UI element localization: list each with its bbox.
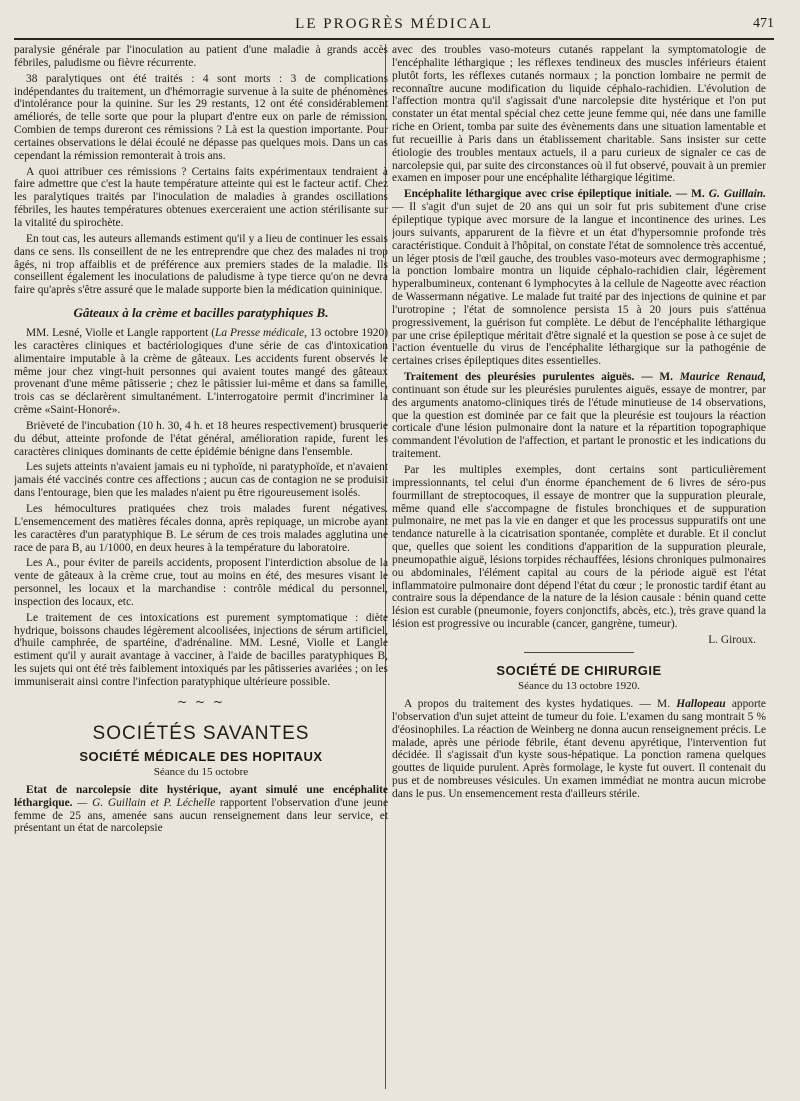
journal-title: LE PROGRÈS MÉDICAL (295, 16, 493, 32)
text-run: rapportent l'observation d'une jeune femme de 25 ans, amenée sans aucun renseignement dans leur service, et présentant un état de narcolepsie (14, 796, 388, 835)
authors: Hallopeau (676, 697, 726, 710)
society-name: SOCIÉTÉ MÉDICALE DES HOPITAUX (79, 748, 323, 764)
left-column (14, 44, 388, 1094)
society-name: SOCIÉTÉ DE CHIRURGIE (496, 662, 662, 678)
signature: L. Giroux. (708, 633, 756, 646)
article-title: A propos du traitement des kystes hydatiques. — M. (404, 697, 677, 710)
article-title: Etat de narcolepsie dite hystérique, ayant simulé une encéphalite léthargique. (14, 783, 388, 809)
paragraph: A quoi attribuer ces rémissions ? Certains faits expérimentaux tendraient à faire admettre que c'est la haute température atteinte qui est le facteur actif. Chez les paralytiques traités par l'inoculation de maladies à grandes oscillations fébriles, les hautes températures obtenues exerceraient une action stérilisante sur la vitalité du spirochète. (14, 165, 388, 229)
section-rule (524, 652, 634, 653)
authors: G. Guillain. (708, 188, 766, 201)
paragraph (392, 698, 766, 801)
article-title: Traitement des pleurésies purulentes aiguës. — M. (404, 371, 680, 384)
paragraph: Les hémocultures pratiquées chez trois malades furent négatives. L'ensemencement des matières fécales donna, après repiquage, un microbe ayant les caractères d'un paratyphique B. Le sérum de ces trois malades agglutina une race de para B, au 1/1000, en deux heures à la température du laboratoire. (14, 503, 388, 554)
paragraph: Par les multiples exemples, dont certains sont particulièrement impressionnants, tel celui d'un énorme épanchement de 6 livres de séro-pus fourmillant de streptocoques, il essaye de montrer que la suppuration pleurale, même quand elle s'accompagne de fistules bronchiques et de suppuration pulmonaire, ne met pas la vie en danger et que les processus suppuratifs ont une tendance naturelle à la cicatrisation spontanée, complète et durable. Et il conclut que, quelles que soient les conditions d'apparition de la suppuration pleurale, pneumopathie aiguë, lésions torpides réchauffées, lésions chroniques pulmonaires ou abdominales, l'élément capital au cours de la période aiguë est l'état inflammatoire pulmonaire dont dépend l'état du cœur ; le pronostic tardif étant au contraire sous la dépendance de la nature de la lésion causale : bénin quand cette lésion est curable (pneumonie, foyers conjonctifs, abcès, etc.), très grave quand la lésion est progressive ou incurable (cancer, gangrène, tumeur). (392, 464, 766, 631)
section-title: Gâteaux à la crème et bacilles paratyphiques B. (73, 305, 329, 321)
session-date: Séance du 15 octobre (153, 765, 249, 778)
right-column (392, 44, 766, 1094)
text-run: apporte l'observation d'un sujet atteint de tumeur du foie. L'examen du sang montrait 5 % d'éosinophiles. La réaction de Weinberg ne donna aucun renseignement précis. Le malade, après une période fébrile, étant devenu apyrétique, l'intervention fut décidée. Il s'agissait d'un kyste sous-hépatique. La ponction ramena quelques gouttes de liquide purulent. Après formolage, le kyste fut ouvert. Il contenait du pus et de nombreuses vésicules. Un examen immédiat ne montra aucun microbe dans le pus. Un ensemencement resta d'ailleurs stérile. (392, 697, 766, 800)
paragraph (14, 784, 388, 835)
societies-heading: SOCIÉTÉS SAVANTES (92, 722, 310, 744)
paragraph (14, 327, 388, 417)
paragraph (392, 371, 766, 461)
paragraph: Le traitement de ces intoxications est purement symptomatique : diète hydrique, boissons chaudes légèrement alcoolisées, injections de sérum artificiel, d'huile camphrée, de spartéine, d'adrénaline. MM. Lesné, Violle et Langle estiment qu'il y aurait avantage à vacciner, à l'aide de bacilles paratyphiques B, les sujets qui ont été très faiblement intoxiqués par les pâtisseries avariées ; on les immuniserait ainsi contre l'infection paratyphique ultérieure possible. (14, 611, 388, 688)
text-run: — Il s'agit d'un sujet de 20 ans qui un soir fut pris subitement d'une crise épileptique typique avec morsure de la langue et incontinence des urines. Les jours suivants, apparurent de la fièvre et un état d'hypersomnie profonde très caractéristique. Conduit à l'hôpital, on constate l'état de somnolence très accentué, un léger ptosis de l'œil gauche, des troubles vaso-moteurs avec dermographisme ; la ponction lombaire montra un liquide céphalo-rachidien clair, légèrement hyperalbumineux, contenant 6 lymphocytes à la cellule de Nageotte avec réaction de Wassermann négative. Le malade fut traité par des injections de quinine et par l'urotropine ; l'état de somnolence persista 15 à 20 jours puis s'atténua progressivement, la guérison fut complète. Le début de l'encéphalite léthargique par une crise épileptique méritait d'être signalé et la question se pose à ce sujet de l'action éventuelle du virus de l'encéphalite léthargique sur la pathogénie de certaines crises épileptiques dites essentielles. (392, 201, 766, 368)
paragraph: En tout cas, les auteurs allemands estiment qu'il y a lieu de continuer les essais dans ce sens. Ils conseillent de ne les entreprendre que chez des malades ni trop âgés, ni trop affaiblis et de préférence aux premiers stades de la maladie. Ils conseillent également les inoculations de paludisme à type tierce qu'on ne devra faire qu'après s'être assuré que le malade supporte bien la médication quininique. (14, 232, 388, 297)
paragraph: avec des troubles vaso-moteurs cutanés rappelant la symptomatologie de l'encéphalite léthargique ; les réflexes tendineux des muscles inférieurs étaient plutôt forts, les réflexes cutanés normaux ; la ponction lombaire ne permit de reconnaître aucune modification du liquide céphalo-rachidien. L'évolution de l'affection montra qu'il s'agissait d'une narcolepsie dite hystérique et l'on put constater un état mental spécial chez cette jeune femme qui, née dans une famille riche en Orient, tomba par suite des évènements dans une situation lamentable et fut recueillie à Paris dans un établissement charitable. Sans insister sur cette étiologie des troubles mentaux actuels, il a paru curieux de signaler ce cas de narcolepsie qui, par suite des circonstances où il fut observé, pouvait à un premier examen en imposer pour une encéphalite léthargique légitime. (392, 44, 766, 185)
page-number: 471 (753, 16, 774, 31)
text-run: , 13 octobre 1920) les caractères cliniques et bactériologiques d'une série de cas d'intoxication alimentaire imputable à la crème de gâteaux. Les accidents furent observés le même jour chez vingt-huit personnes qui avaient toutes mangé des gâteaux provenant d'une même pâtisserie ; chez le pâtissier lui-même et dans sa famille, trois cas se déclarèrent simultanément. L'interrogatoire permit d'incriminer la crème «Saint-Honoré». (14, 327, 388, 417)
paragraph: 38 paralytiques ont été traités : 4 sont morts : 3 de complications indépendantes du traitement, un d'hémorragie survenue à la suite de phénomènes d'intolérance pour la quinine. Sur les 29 restants, 12 ont été considérablement améliorés, de telle sorte que pour la plupart d'entre eux on parle de rémission. Combien de temps dureront ces rémissions ? Là est la question importante. Pour certaines observations le délai écoulé ne dépasse pas quelques mois. Dans un cas cependant la rémission remonterait à trois ans. (14, 72, 388, 162)
text-run: MM. Lesné, Violle et Langle rapportent ( (26, 327, 216, 340)
journal-citation: La Presse médicale (215, 327, 305, 340)
paragraph: Brièveté de l'incubation (10 h. 30, 4 h. et 18 heures respectivement) brusquerie du début, atteinte profonde de l'état général, amélioration rapide, furent les caractères cliniques dominants de cette épidémie bénigne dans l'ensemble. (14, 419, 388, 458)
ornament: ~ ~ ~ (177, 694, 225, 709)
paragraph: Les A., pour éviter de pareils accidents, proposent l'interdiction absolue de la vente de gâteaux à la crème crue, tout au moins en été, des mesures visant le personnel, les locaux et la marchandise : contrôle médical du personnel, inspection des locaux, etc. (14, 557, 388, 608)
paragraph (392, 188, 766, 368)
paragraph: paralysie générale par l'inoculation au patient d'une maladie à grands accès fébriles, paludisme ou fièvre récurrente. (14, 44, 388, 69)
text-run: continuant son étude sur les pleurésies purulentes aiguës, essaye de montrer, par des arguments anatomo-cliniques tirés de l'étude minutieuse de 14 observations, que la question est dominée par ce fait que la pleurésie est toujours la réaction corticale d'une lésion pulmonaire dont la nature et la répartition topographique commandent l'évolution de l'affection, et partant le pronostic et les indications du traitement. (392, 383, 766, 461)
session-date: Séance du 13 octobre 1920. (518, 679, 640, 692)
authors: — G. Guillain et P. Léchelle (72, 796, 216, 809)
paragraph: Les sujets atteints n'avaient jamais eu ni typhoïde, ni paratyphoïde, et n'avaient jamais été vaccinés contre ces affections ; aucun cas de contagion ne se produisit dans l'entourage, bien que les malades n'aient pu être rigoureusement isolés. (14, 461, 388, 500)
authors: Maurice Renaud, (679, 371, 766, 384)
header-rule (14, 38, 774, 40)
running-header (14, 12, 774, 34)
article-title: Encéphalite léthargique avec crise épileptique initiale. — M. (404, 188, 709, 201)
